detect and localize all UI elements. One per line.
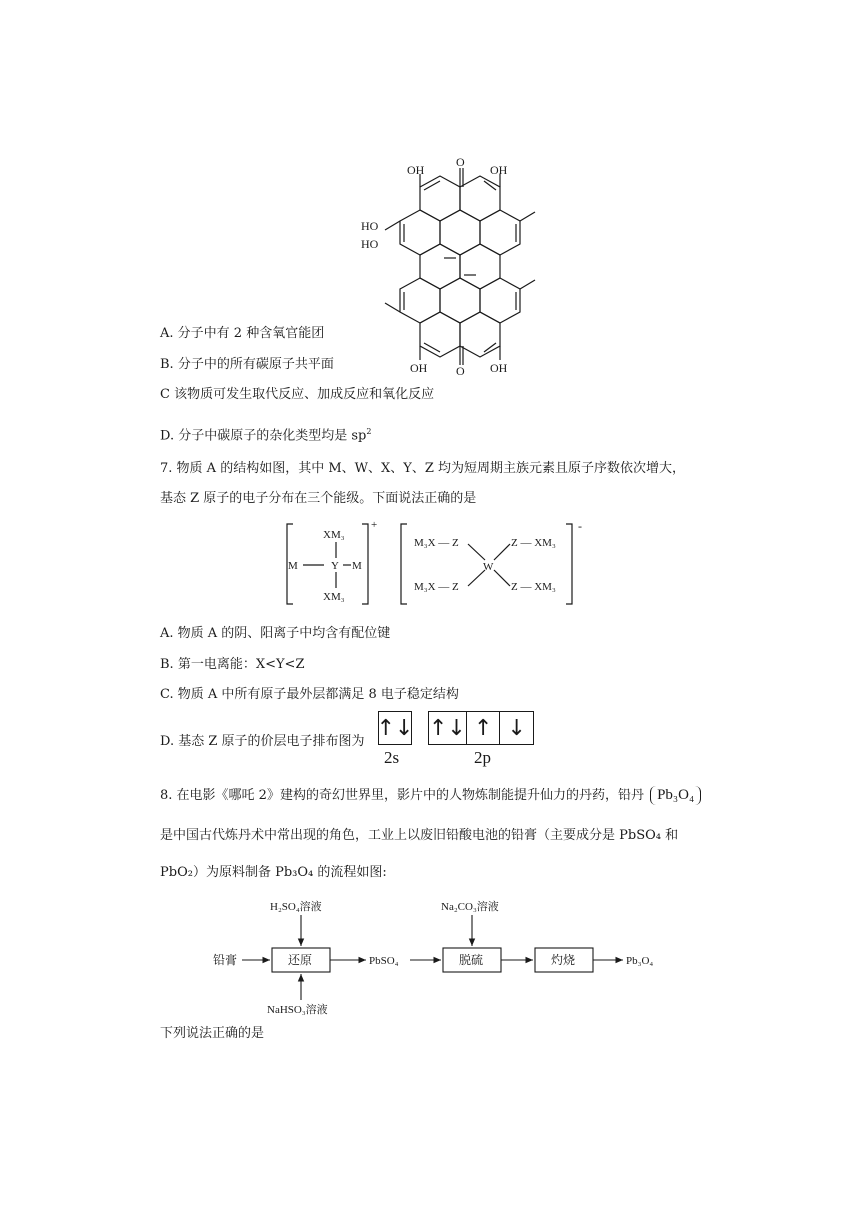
q6-option-c: C 该物质可发生取代反应、加成反应和氧化反应 — [160, 387, 435, 402]
orbital-2p-arrows-3: ↓ — [507, 715, 526, 741]
anion-top-left: M₃X — Z — [414, 537, 459, 549]
q8-line2: 是中国古代炼丹术中常出现的角色，工业上以废旧铅酸电池的铅膏（主要成分是 PbSO₄ 和 — [160, 828, 679, 843]
cation-charge: + — [371, 520, 378, 531]
flow-reagent-top-1: H₂SO₄溶液 — [270, 901, 322, 913]
cation-bottom: XM₃ — [323, 591, 345, 603]
q8-line3: PbO₂）为原料制备 Pb₃O₄ 的流程如图: — [160, 865, 387, 880]
q6-option-a: A. 分子中有 2 种含氧官能团 — [160, 326, 325, 341]
q7-stem-line2: 基态 Z 原子的电子分布在三个能级。下面说法正确的是 — [160, 491, 477, 506]
q7-ionic-structure — [0, 520, 868, 620]
q8-flowchart — [0, 895, 868, 1025]
q7-stem-line1: 7. 物质 A 的结构如图，其中 M、W、X、Y、Z 均为短周期主族元素且原子序数依次增大， — [160, 461, 685, 476]
oh-label: HO — [361, 237, 379, 251]
orbital-2s-label: 2s — [384, 748, 400, 767]
flow-step1: 还原 — [288, 953, 313, 967]
orbital-2p-arrows-1: ↑↓ — [429, 715, 466, 741]
q7-option-c: C. 物质 A 中所有原子最外层都满足 8 电子稳定结构 — [160, 687, 459, 702]
anion-bottom-right: Z — XM₃ — [511, 581, 556, 593]
q7-option-b: B. 第一电离能：X<Y<Z — [160, 657, 305, 672]
orbital-2p-label: 2p — [474, 748, 491, 767]
anion-center: W — [483, 561, 494, 573]
q8-line1-formula: Pb₃O₄ — [650, 786, 701, 805]
q7-option-a: A. 物质 A 的阴、阳离子中均含有配位键 — [160, 626, 391, 641]
orbital-2s-box — [378, 711, 412, 745]
q6-option-d-text: D. 分子中碳原子的杂化类型均是 sp — [160, 428, 367, 444]
q6-option-d — [160, 428, 371, 442]
flow-reagent-top-2: Na₂CO₃溶液 — [441, 901, 499, 913]
oh-label: OH — [407, 163, 425, 177]
molecule-structure — [0, 150, 868, 470]
orbital-2s-arrows: ↑↓ — [376, 715, 414, 741]
q8-closing: 下列说法正确的是 — [160, 1026, 265, 1041]
flow-step3: 灼烧 — [551, 953, 576, 967]
flow-output: Pb₃O₄ — [626, 955, 654, 967]
orbital-2p-box-2 — [467, 712, 501, 744]
flow-product1: PbSO₄ — [369, 955, 399, 967]
anion-top-right: Z — XM₃ — [511, 537, 556, 549]
cation-left: M — [288, 560, 298, 572]
cation-right: M — [352, 560, 362, 572]
o-label: O — [456, 364, 465, 378]
q6-option-b: B. 分子中的所有碳原子共平面 — [160, 357, 334, 372]
anion-bottom-left: M₃X — Z — [414, 581, 459, 593]
oh-label: HO — [361, 219, 379, 233]
cation-center: Y — [331, 560, 339, 572]
oh-label: OH — [490, 163, 508, 177]
flow-step2: 脱硫 — [459, 953, 484, 967]
cation-top: XM₃ — [323, 529, 345, 541]
q6-option-d-sup: 2 — [366, 427, 372, 436]
o-label: O — [456, 155, 465, 169]
anion-charge: - — [578, 520, 582, 533]
oh-label: OH — [410, 361, 428, 375]
q7-option-d: D. 基态 Z 原子的价层电子排布图为 — [160, 734, 365, 749]
orbital-2p-arrows-2: ↑ — [473, 715, 493, 741]
q8-line1 — [160, 786, 701, 805]
q8-line1-text: 8. 在电影《哪吒 2》建构的奇幻世界里，影片中的人物炼制能提升仙力的丹药，铅丹 — [160, 788, 644, 803]
oh-label: OH — [490, 361, 508, 375]
orbital-2p-boxes — [428, 711, 534, 745]
flow-input: 铅膏 — [213, 953, 238, 967]
orbital-2p-box-3 — [500, 712, 533, 744]
flow-reagent-bottom-1: NaHSO₃溶液 — [267, 1004, 328, 1016]
orbital-2p-box-1 — [429, 712, 467, 744]
